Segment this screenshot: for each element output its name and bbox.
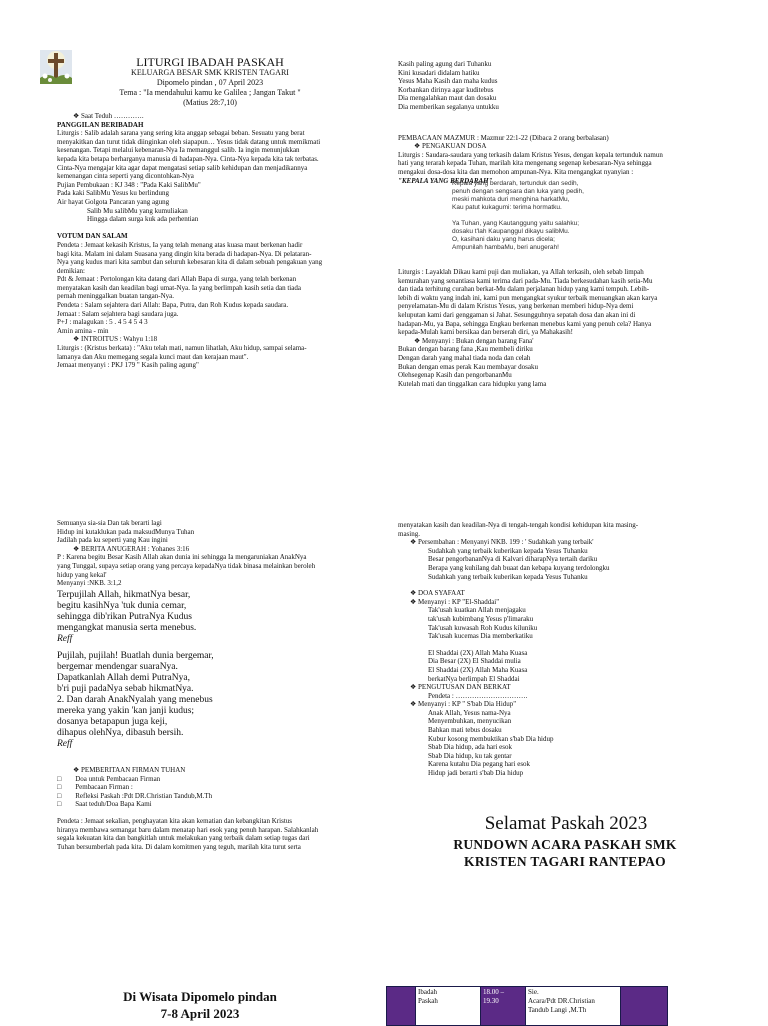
spacer (452, 212, 732, 220)
list-item: Pujian Pembukaan : KJ 348 : "Pada Kaki SalibMu" (57, 180, 201, 189)
song-line: mengangkat manusia serta menebus. (57, 623, 197, 633)
list-item: ❖ Saat Teduh …………. (73, 112, 144, 120)
list-item: Kini kusadari didalam hatiku (398, 68, 480, 77)
song-line: Sbab Dia hidup, ada hari esok (428, 743, 512, 752)
list-item: □ Pembacaan Firman : (57, 783, 369, 792)
list-item: kemenangan cinta seperti yang dicontohkan-Nya (57, 172, 194, 181)
song-line: Hidup ini kutaklukan pada maksudMunya Tuhan (57, 527, 195, 536)
list-item: kesenangan. Tetapi melalui kebenaran-Nya Ia memanggul salib. Ia ingin menunjukkan (57, 146, 300, 155)
table-cell-keterangan (526, 987, 621, 1026)
list-item: Pendeta : Jemaat sekalian, penghayatan kita akan kematian dan kebangkitan Kristus (57, 816, 293, 825)
song-line: meski mahkota duri menghina harkatMu, (452, 196, 570, 203)
list-item: kemurahan yang senantiasa kami terima dari pada-Mu. Tiada berkesudahan kasih setia-Mu (398, 276, 653, 285)
song-line: Tak'usah kuatkan Allah menjagaku (428, 606, 526, 615)
list-item: Cinta-Nya mengajar kita agar dapat mengatasi setiap salib kehidupan dan menjadikannya (57, 163, 308, 172)
song-line: O, kasihani daku yang harus dicela; (452, 236, 555, 243)
spacer (57, 809, 369, 817)
list-item: hati yang terarah kepada Tuhan, marilah kita mengenang segenap kebesaran-Nya sehingga (398, 159, 652, 168)
section-heading: PANGGILAN BERIBADAH (57, 120, 144, 129)
list-item: □ Saat teduh/Doa Bapa Kami (57, 800, 369, 809)
list-item: keluputan kami dari genggaman si Jahat. Sesungguhnya sepatah dosa dan akan ini di (398, 310, 636, 319)
song-line: sehingga dib'rikan PutraNya Kudus (57, 612, 192, 622)
list-item: Pendeta : Jemaat kekasih Kristus, Ia yang telah menang atas kuasa maut berkenan hadir (57, 240, 303, 249)
song-kepala-yang-berdarah (452, 180, 732, 252)
table-cell-waktu (481, 987, 526, 1026)
song-line: Sbab Dia hidup, ku tak gentar (428, 751, 512, 760)
list-item: Jemaat menyanyi : PKJ 179 " Kasih paling agung" (57, 361, 199, 370)
song-line: tak'usah kubimbang Yesus p'limaraku (428, 614, 534, 623)
page2-left-column-b (57, 766, 369, 851)
song-line: dosanya betapapun juga keji, (57, 717, 168, 727)
rundown-title (420, 836, 710, 870)
song-line: Ya Tuhan, yang Kautanggung yaitu salahku; (452, 220, 580, 227)
song-line: Ampunilah hambaMu, beri anugerah! (452, 244, 559, 251)
song-line: Bahkan mati tebus dosaku (428, 726, 502, 735)
section-heading: ❖ Persembahan : Menyanyi NKB. 199 : ' Sudahkah yang terbaik' (410, 538, 594, 547)
cell-text: 18.00 – (483, 988, 504, 996)
list-item: mengakui dosa-dosa kita dan memohon ampunan-Nya. Kita mengangkat nyanyian : (398, 167, 634, 176)
rundown-title-line: KRISTEN TAGARI RANTEPAO (464, 854, 666, 869)
song-line: Kutelah mati dan tinggalkan cara hidupku yang lama (398, 379, 547, 388)
song-line: berkatNya berlimpah El Shaddai (428, 674, 520, 683)
song-line: Dapatkanlah Allah demi PutraNya, (57, 673, 190, 683)
spacer (398, 112, 738, 134)
table-cell-accent (621, 987, 668, 1026)
liturgy-title: LITURGI IBADAH PASKAH (136, 55, 284, 69)
song-line: dosaku t'lah Kaupanggul dikayu salibMu. (452, 228, 570, 235)
cell-text: 19.30 (483, 997, 499, 1005)
list-item: P : Karena begitu Besar Kasih Allah akan dunia ini sehingga Ia mengaruniakan AnakNya (57, 553, 307, 562)
page1-right-column-b (398, 268, 738, 388)
song-line: penuh dengan sengsara dan luka yang pedih, (452, 188, 584, 195)
spacer (57, 224, 369, 233)
song-title: "KEPALA YANG BERDARAH" (398, 176, 493, 185)
theme: Tema : "Ia mendahului kamu ke Galilea ; Jangan Takut " (119, 88, 301, 97)
list-item: yang Tunggal, supaya setiap orang yang percaya kepadaNya tidak binasa melainkan beroleh (57, 561, 316, 570)
list-item: Liturgis : Saudara-saudara yang terkasih dalam Kristus Yesus, dengan kepala tertunduk namun (398, 150, 663, 159)
page2-right-column (398, 521, 738, 778)
list-item: hidup yang kekal' (57, 570, 107, 579)
song-line: mereka yang yakin 'kan janji kudus; (57, 706, 195, 716)
list-item: □ Doa untuk Pembacaan Firman (57, 775, 369, 784)
section-heading: ❖ PEMBERITAAN FIRMAN TUHAN (73, 766, 186, 774)
list-item: Pendeta : …………………………. (428, 691, 528, 700)
list-item: demikian: (57, 266, 85, 275)
list-item: Dia mengalahkan maut dan dosaku (398, 94, 497, 103)
list-item: penyelamatan-Mu di dalam Kristus Yesus, yang berkenan memberi hidup-Nya demi (398, 302, 634, 311)
song-line: b'ri puji padaNya sebab hikmatNya. (57, 684, 194, 694)
song-terpujilah-allah (57, 590, 369, 750)
list-item: Pada kaki SalibMu Yesus ku berlindung (57, 189, 169, 198)
event-date: 7-8 April 2023 (160, 1006, 240, 1021)
song-line: Pujilah, pujilah! Buatlah dunia bergemar, (57, 651, 214, 661)
list-item: Liturgis : (Kristus berkata) : "Aku telah mati, namun lihatlah, Aku hidup, sampai selama- (57, 344, 307, 353)
song-line: Jadilah pada ku seperti yang Kau ingini (57, 536, 168, 545)
song-line: Anak Allah, Yesus nama-Nya (428, 708, 511, 717)
rundown-table (386, 986, 668, 1026)
list-item: Air hayat Golgota Pancaran yang agung (57, 197, 170, 206)
song-line: Olehsegenap Kasih dan pengorbananMu (398, 371, 512, 380)
section-heading: PEMBACAAN MAZMUR : Mazmur 22:1-22 (Dibaca 2 orang berbalasan) (398, 133, 609, 142)
song-line: El Shaddai (2X) Allah Maha Kuasa (428, 665, 528, 674)
list-item: Jemaat : Salam sejahtera bagi saudara juga. (57, 309, 179, 318)
song-line: El Shaddai (2X) Allah Maha Kuasa (428, 648, 528, 657)
list-item: Nya yang kudus mari kita sambut dan seluruh kebesaran kita di dalam sebuah pengakuan yang (57, 258, 323, 267)
event-location (100, 988, 300, 1022)
song-line: Dengan darah yang mahal tiada noda dan celah (398, 353, 531, 362)
theme-verse: (Matius 28:7,10) (183, 98, 237, 107)
song-line: Bukan dengan barang fana ,Kau membeli diriku (398, 345, 533, 354)
section-heading: ❖ DOA SYAFAAT (410, 589, 465, 598)
page1-right-column (398, 60, 738, 185)
song-line: bergemar mendengar suaraNya. (57, 662, 178, 672)
list-item: Yesus Maha Kasih dan maha kudus (398, 77, 498, 86)
list-item: hiranya membawa semangat baru dalam menatap hari esok yang penuh harapan. Salahkanlah (57, 825, 319, 834)
spacer (398, 641, 738, 649)
table-row (387, 987, 668, 1026)
list-item: menyatakan kasih dan keadilan-Nya di tengah-tengah kondisi kehidupan kita masing- (398, 521, 639, 529)
song-line: Hidup jadi berarti s'bab Dia hidup (428, 769, 524, 778)
list-item: Amin amina - min (57, 326, 109, 335)
song-line: 2. Dan darah AnakNyalah yang menebus (57, 695, 213, 705)
table-cell-acara (416, 987, 481, 1026)
org-name: KELUARGA BESAR SMK KRISTEN TAGARI (131, 68, 289, 77)
list-item: dan tiada terhitung curahan berkat-Mu dalam perjalanan hidup yang kami tempuh. Lebih- (398, 285, 650, 294)
cell-text: Tandub Langi ,M.Th (528, 1006, 587, 1014)
list-item: masing. (398, 529, 420, 538)
table-cell-accent (387, 987, 416, 1026)
list-item: Hingga dalam surga kuk ada perhentian (87, 215, 199, 224)
song-line: Karena kutahu Dia pegang hari esok (428, 760, 531, 769)
list-item: Dia memberikan segalanya untukku (398, 102, 499, 111)
rundown-title-line: RUNDOWN ACARA PASKAH SMK (453, 837, 677, 852)
list-item: menyakitkan dan turut tidak diinginkan oleh siapapun… Yesus tidak datang untuk memikmati (57, 137, 321, 146)
song-line: Bukan dengan emas perak Kau membayar dosaku (398, 362, 538, 371)
song-line: Kepala yang berdarah, tertunduk dan sedih, (452, 180, 579, 187)
list-item: pernah meninggalkan buatan tangan-Nya. (57, 292, 175, 301)
list-item: Pendeta : Salam sejahtera dari Allah: Bapa, Putra, dan Roh Kudus kepada saudara. (57, 301, 289, 310)
refrain-label: Reff (57, 634, 73, 644)
refrain-label: Reff (57, 739, 73, 749)
list-item: bagi kita. Malam ini dalam Suasana yang dingin kita berada di hadapan-Nya. Di pelataran- (57, 249, 312, 258)
song-line: Kubur kosong membuktikan s'bab Dia hidup (428, 734, 554, 743)
cell-text: Ibadah (418, 988, 438, 996)
song-line: Dia Besar (2X) El Shaddai mulia (428, 657, 521, 666)
section-heading: VOTUM DAN SALAM (57, 232, 128, 241)
list-item: lebih di waktu yang indah ini, kami pun mengangkat syukur terbaik menuangkan akan karya (398, 293, 658, 302)
list-item: segala kekuatan kita dan bangkitlah untuk melakukan yang terbaik dalam setiap tugas dari (57, 834, 310, 843)
song-line: Sudahkah yang terbaik kuberikan kepada Yesus Tuhanku (428, 572, 588, 581)
list-item: kepada kita betapa berharganya manusia di hadapan-Nya. Cinta-Nya kepada kita tak terbatas. (57, 154, 319, 163)
page1-left-column (57, 112, 369, 370)
event-location-line: Di Wisata Dipomelo pindan (123, 989, 277, 1004)
liturgy-header-block (60, 68, 360, 108)
list-item: Liturgis : Salib adalah sarana yang sering kita anggap sebagai beban. Sesuatu yang berat (57, 129, 305, 138)
section-heading: ❖ Menyanyi : Bukan dengan barang Fana' (414, 336, 534, 345)
song-line: dihapus olehNya, dibasuh bersih. (57, 728, 184, 738)
section-heading: ❖ PENGAKUAN DOSA (414, 142, 487, 151)
section-heading: ❖ Menyanyi : KP "El-Shaddai" (410, 597, 500, 606)
song-line: Kau patut kukagumi: terima hormatku. (452, 204, 562, 211)
section-heading: ❖ PENGUTUSAN DAN BERKAT (410, 683, 511, 692)
page2-left-column (57, 519, 369, 588)
section-heading: ❖ INTROITUS : Wahyu 1:18 (73, 335, 158, 344)
list-item: Korbankan dirinya agar kuditebus (398, 85, 494, 94)
list-item: hadapan-Mu, ya Bapa, sehingga Engkau berkenan menebus kami yang penuh cela? Hanya (398, 319, 652, 328)
list-item: lamanya dan Aku memegang segala kunci maut dan kerajaan maut". (57, 352, 249, 361)
cell-text: Acara/Pdt DR.Christian (528, 997, 595, 1005)
song-line: Berapa yang kuhilang dah buaat dan kebapa kuyang terdolongku (428, 563, 610, 572)
cell-text: Paskah (418, 997, 438, 1005)
song-line: Terpujilah Allah, hikmatNya besar, (57, 590, 191, 600)
list-item: Tuhan bersumberlah pada kita. Di dalam komitmen yang teguh, marilah kita turut serta (57, 842, 301, 851)
song-line: Tak'usah kuwasah Roh Kudus kiluniku (428, 623, 538, 632)
list-item: Menyanyi :NKB. 3:1,2 (57, 579, 122, 588)
list-item: menyatakan kasih dan keadilan bagi umat-Nya. Ia yang berlimpah kasih setia dan tiada (57, 283, 301, 292)
song-line: Semuanya sia-sia Dan tak berarti lagi (57, 519, 162, 527)
list-item: Pdt & Jemaat : Pertolongan kita datang dari Allah Bapa di surga, yang telah berkenan (57, 275, 297, 284)
list-item: P+J : malagukan : 5 . 4 5 4 5 4 3 (57, 318, 148, 327)
greeting-title: Selamat Paskah 2023 (484, 813, 648, 834)
song-line: begitu kasihNya 'tuk dunia cemar, (57, 601, 187, 611)
spacer (398, 581, 738, 589)
cell-text: Sie. (528, 988, 539, 996)
song-line: Sudahkah yang terbaik kuberikan kepada Yesus Tuhanku (428, 546, 588, 555)
place-date: Dipomelo pindan , 07 April 2023 (156, 78, 264, 87)
song-line: Tak'usah kucemas Dia memberkatiku (428, 632, 533, 641)
song-line: Besar pengorbananNya di Kalvari diharapNya tertaih dariku (428, 555, 598, 564)
list-item: kepada-Mulah kami bersikaa dan berserah diri, ya Mahakasih! (398, 328, 573, 337)
list-item: Kasih paling agung dari Tuhanku (398, 60, 492, 68)
section-heading: ❖ Menyanyi : KP " S'bab Dia Hidup" (410, 700, 517, 709)
song-line: Menyembuhkan, menyucikan (428, 717, 512, 726)
list-item: Liturgis : Layaklah Dikau kami puji dan muliakan, ya Allah terkasih, oleh sebab limpah (398, 268, 644, 276)
list-item: □ Refleksi Paskah :Pdt DR.Christian Tandub,M.Th (57, 792, 369, 801)
list-item: Salib Mu salibMu yang kumuliakan (87, 206, 188, 215)
section-heading: ❖ BERITA ANUGERAH : Yohanes 3:16 (73, 544, 190, 553)
